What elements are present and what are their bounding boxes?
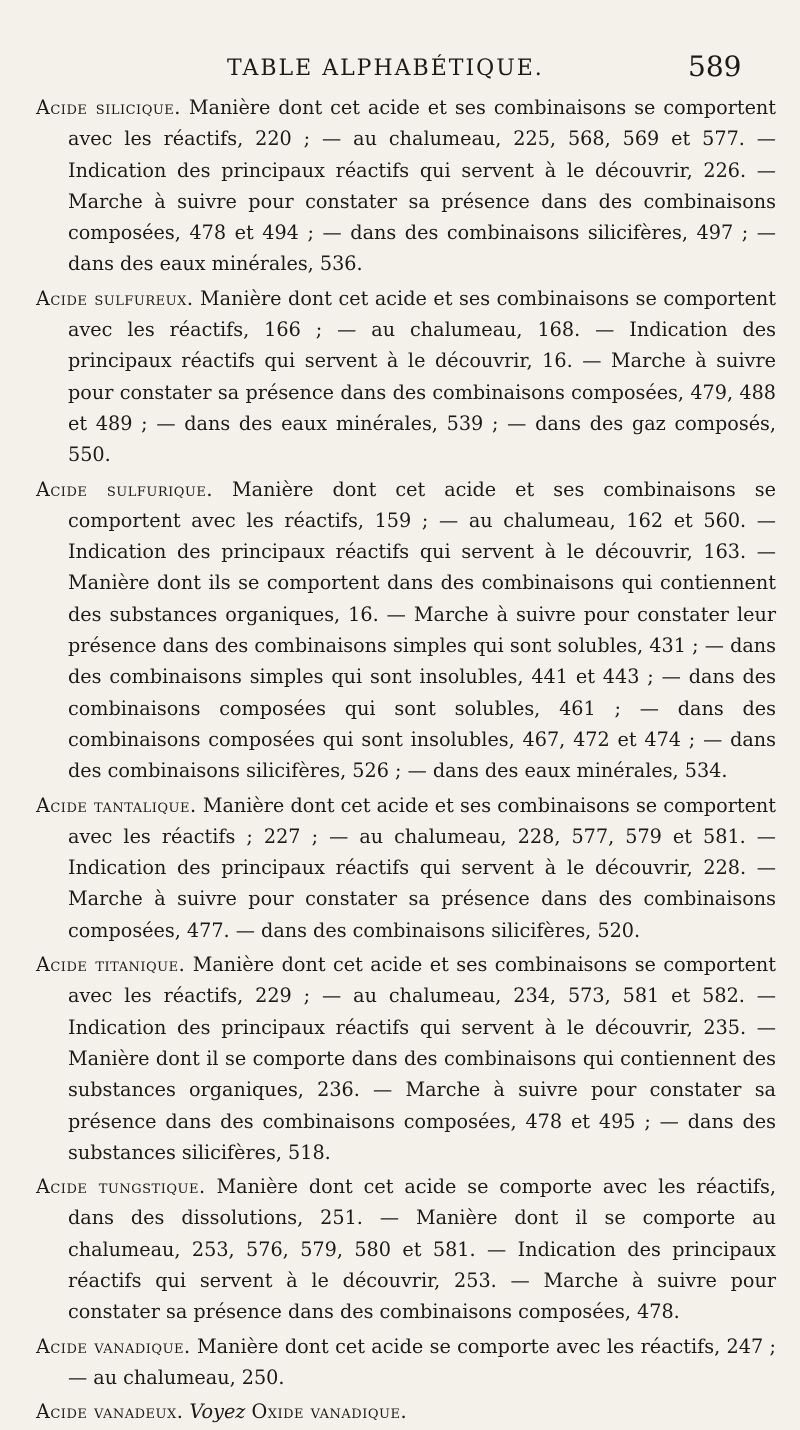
index-entry-acide-sulfureux: [36, 283, 776, 471]
index-entry-acide-vanadique: [36, 1331, 776, 1394]
entry-term: Acide silicique.: [36, 96, 181, 119]
page-header: [0, 50, 800, 94]
entry-term: Acide tantalique.: [36, 793, 197, 817]
entry-text: Manière dont cet acide et ses combinaisons se comportent avec les réactifs, 166 ; — au chalumeau, 168. — Indication des principaux réactifs qui servent à le découvrir, 16. — Marche à suivre pour constater sa présence dans des combinaisons composées, 479, 488 et 489 ; — dans des eaux minérales, 539 ; — dans des gaz composés, 550.: [68, 286, 776, 467]
entry-text: Manière dont cet acide et ses combinaisons se comportent avec les réactifs, 159 ; — au chalumeau, 162 et 560. — Indication des principaux réactifs qui servent à le découvrir, 163. — Manière dont ils se comportent dans des combinaisons qui contiennent des substances organiques, 16. — Marche à suivre pour constater leur présence dans des combinaisons simples qui sont solubles, 431 ; — dans des combinaisons simples qui sont insolubles, 441 et 443 ; — dans des combinaisons composées qui sont solubles, 461 ; — dans des combinaisons composées qui sont insolubles, 467, 472 et 474 ; — dans des combinaisons silicifères, 526 ; — dans des eaux minérales, 534.: [68, 477, 776, 783]
index-entry-acide-silicique: [36, 92, 776, 280]
see-label: Voyez: [189, 1400, 246, 1424]
entry-text: Manière dont cet acide se comporte avec les réactifs, dans des dissolutions, 251. — Manière dont il se comporte au chalumeau, 253, 576, 579, 580 et 581. — Indication des principaux réactifs qui servent à le découvrir, 253. — Marche à suivre pour constater sa présence dans des combinaisons composées, 478.: [68, 1175, 776, 1324]
entry-text: Manière dont cet acide et ses combinaisons se comportent avec les réactifs, 229 ; — au chalumeau, 234, 573, 581 et 582. — Indication des principaux réactifs qui servent à le découvrir, 235. — Manière dont il se comporte dans des combinaisons qui contiennent des substances organiques, 236. — Marche à suivre pour constater sa présence dans des combinaisons composées, 478 et 495 ; — dans des substances silicifères, 518.: [68, 953, 777, 1164]
entry-term: Acide tungstique.: [36, 1175, 206, 1199]
entry-term: Acide titanique.: [36, 953, 186, 977]
running-title: TABLE ALPHABÉTIQUE.: [227, 56, 544, 81]
entry-term: Acide sulfurique.: [36, 477, 213, 501]
index-entry-acide-titanique: [36, 949, 776, 1168]
index-entry-acide-tantalique: [36, 790, 776, 946]
entry-term: Acide sulfureux.: [36, 286, 194, 310]
entry-text: Manière dont cet acide et ses combinaisons se comportent avec les réactifs, 220 ; — au chalumeau, 225, 568, 569 et 577. — Indication des principaux réactifs qui servent à le découvrir, 226. — Marche à suivre pour constater sa présence dans des combinaisons composées, 478 et 494 ; — dans des combinaisons silicifères, 497 ; — dans des eaux minérales, 536.: [68, 96, 776, 276]
page-number: 589: [688, 50, 742, 83]
entry-term: Acide vanadeux.: [36, 1400, 184, 1424]
index-entry-acide-vanadeux: [36, 1396, 776, 1427]
entry-text: Manière dont cet acide et ses combinaisons se comportent avec les réactifs ; 227 ; — au chalumeau, 228, 577, 579 et 581. — Indication des principaux réactifs qui servent à le découvrir, 228. — Marche à suivre pour constater sa présence dans des combinaisons composées, 477. — dans des combinaisons silicifères, 520.: [68, 793, 777, 942]
entry-term: Acide vanadique.: [36, 1334, 191, 1358]
index-entry-acide-tungstique: [36, 1171, 776, 1327]
see-reference: Oxide vanadique.: [251, 1400, 408, 1424]
entry-text: Manière dont cet acide se comporte avec les réactifs, 247 ; — au chalumeau, 250.: [68, 1334, 776, 1389]
index-entries: [36, 92, 776, 1430]
index-entry-acide-sulfurique: [36, 474, 776, 787]
